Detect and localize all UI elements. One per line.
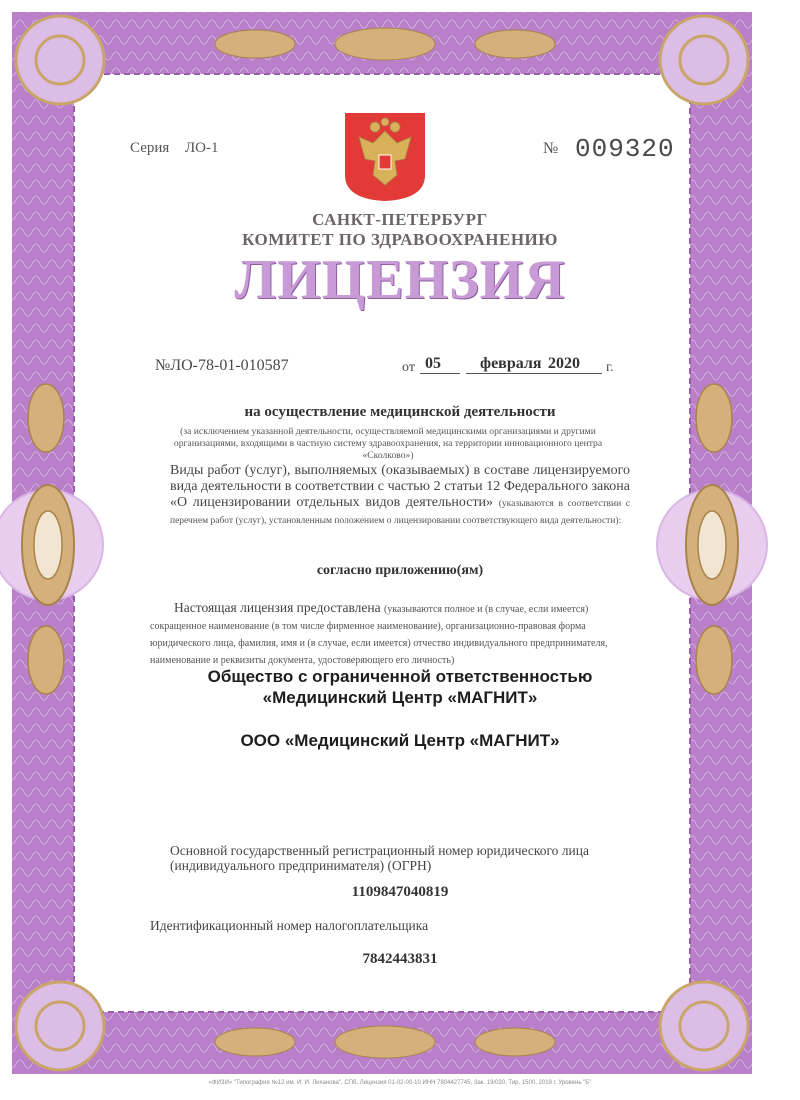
date-prefix: от — [402, 360, 415, 375]
granted-note: (указываются полное и (в случае, если имеется) сокращенное наименование (в том числе фирменное наименование), организационно-правовая форма юридического лица, фамилия, имя и (в случае, если имеется) отчество индивидуального предпринимателя, наименование и реквизиты документа, удостоверяющего его личность) — [150, 604, 608, 666]
date-year: 2020 — [548, 355, 580, 372]
date-month: февраля — [480, 355, 542, 372]
ogrn-label: Основной государственный регистрационный номер юридического лица (индивидуального предпринимателя) (ОГРН) — [170, 843, 589, 873]
printer-imprint: «ФИЗИ» "Типография №12 им. И. И. Лиханова", СПб, Лицензия 01-02-00-10 ИНН 7804427745, Зак. 19/030, Тир. 1500, 2019 г. Уровень "Б" — [208, 1080, 592, 1086]
inn-value: 7842443831 — [362, 951, 438, 967]
day-underline — [420, 373, 460, 374]
inn-label: Идентификационный номер налогоплательщика — [150, 918, 429, 933]
organization-full-name-line2: «Медицинский Центр «МАГНИТ» — [262, 688, 538, 707]
month-year-underline — [466, 373, 602, 374]
document-title: ЛИЦЕНЗИЯ — [234, 249, 566, 311]
organization-short-name: ООО «Медицинский Центр «МАГНИТ» — [240, 731, 560, 750]
coat-of-arms-icon — [345, 113, 425, 201]
date-day: 05 — [425, 355, 441, 372]
works-note: (указываются в соответствии с перечнем работ (услуг), установленным положением о лицензировании соответствующего вида деятельности): — [170, 499, 631, 526]
purpose-note: (за исключением указанной деятельности, осуществляемой медицинскими организациями и другими организациями, входящими в частную систему здравоохранения, на территории инновационного центра «Сколково») — [173, 426, 603, 461]
works-text: Виды работ (услуг), выполняемых (оказываемых) в составе лицензируемого вида деятельности в соответствии с частью 2 статьи 12 Федерального закона «О лицензировании отдельных видов деятельности» — [170, 463, 630, 510]
number-sign: № — [543, 140, 559, 157]
license-purpose: на осуществление медицинской деятельности — [244, 404, 556, 420]
organization-full-name-line1: Общество с ограниченной ответственностью — [207, 667, 593, 686]
works-paragraph — [170, 463, 630, 529]
granted-paragraph — [150, 600, 630, 668]
year-suffix: г. — [606, 360, 614, 375]
series-label: Серия — [130, 140, 170, 156]
granted-text: Настоящая лицензия предоставлена — [174, 600, 381, 615]
series-value: ЛО-1 — [185, 140, 219, 156]
city-heading: САНКТ-ПЕТЕРБУРГ — [312, 210, 488, 229]
ogrn-value: 1109847040819 — [351, 884, 449, 900]
license-number: №ЛО-78-01-010587 — [155, 357, 289, 374]
form-number: 009320 — [575, 134, 675, 164]
according-to-annex: согласно приложению(ям) — [316, 563, 484, 578]
committee-heading: КОМИТЕТ ПО ЗДРАВООХРАНЕНИЮ — [242, 230, 558, 249]
